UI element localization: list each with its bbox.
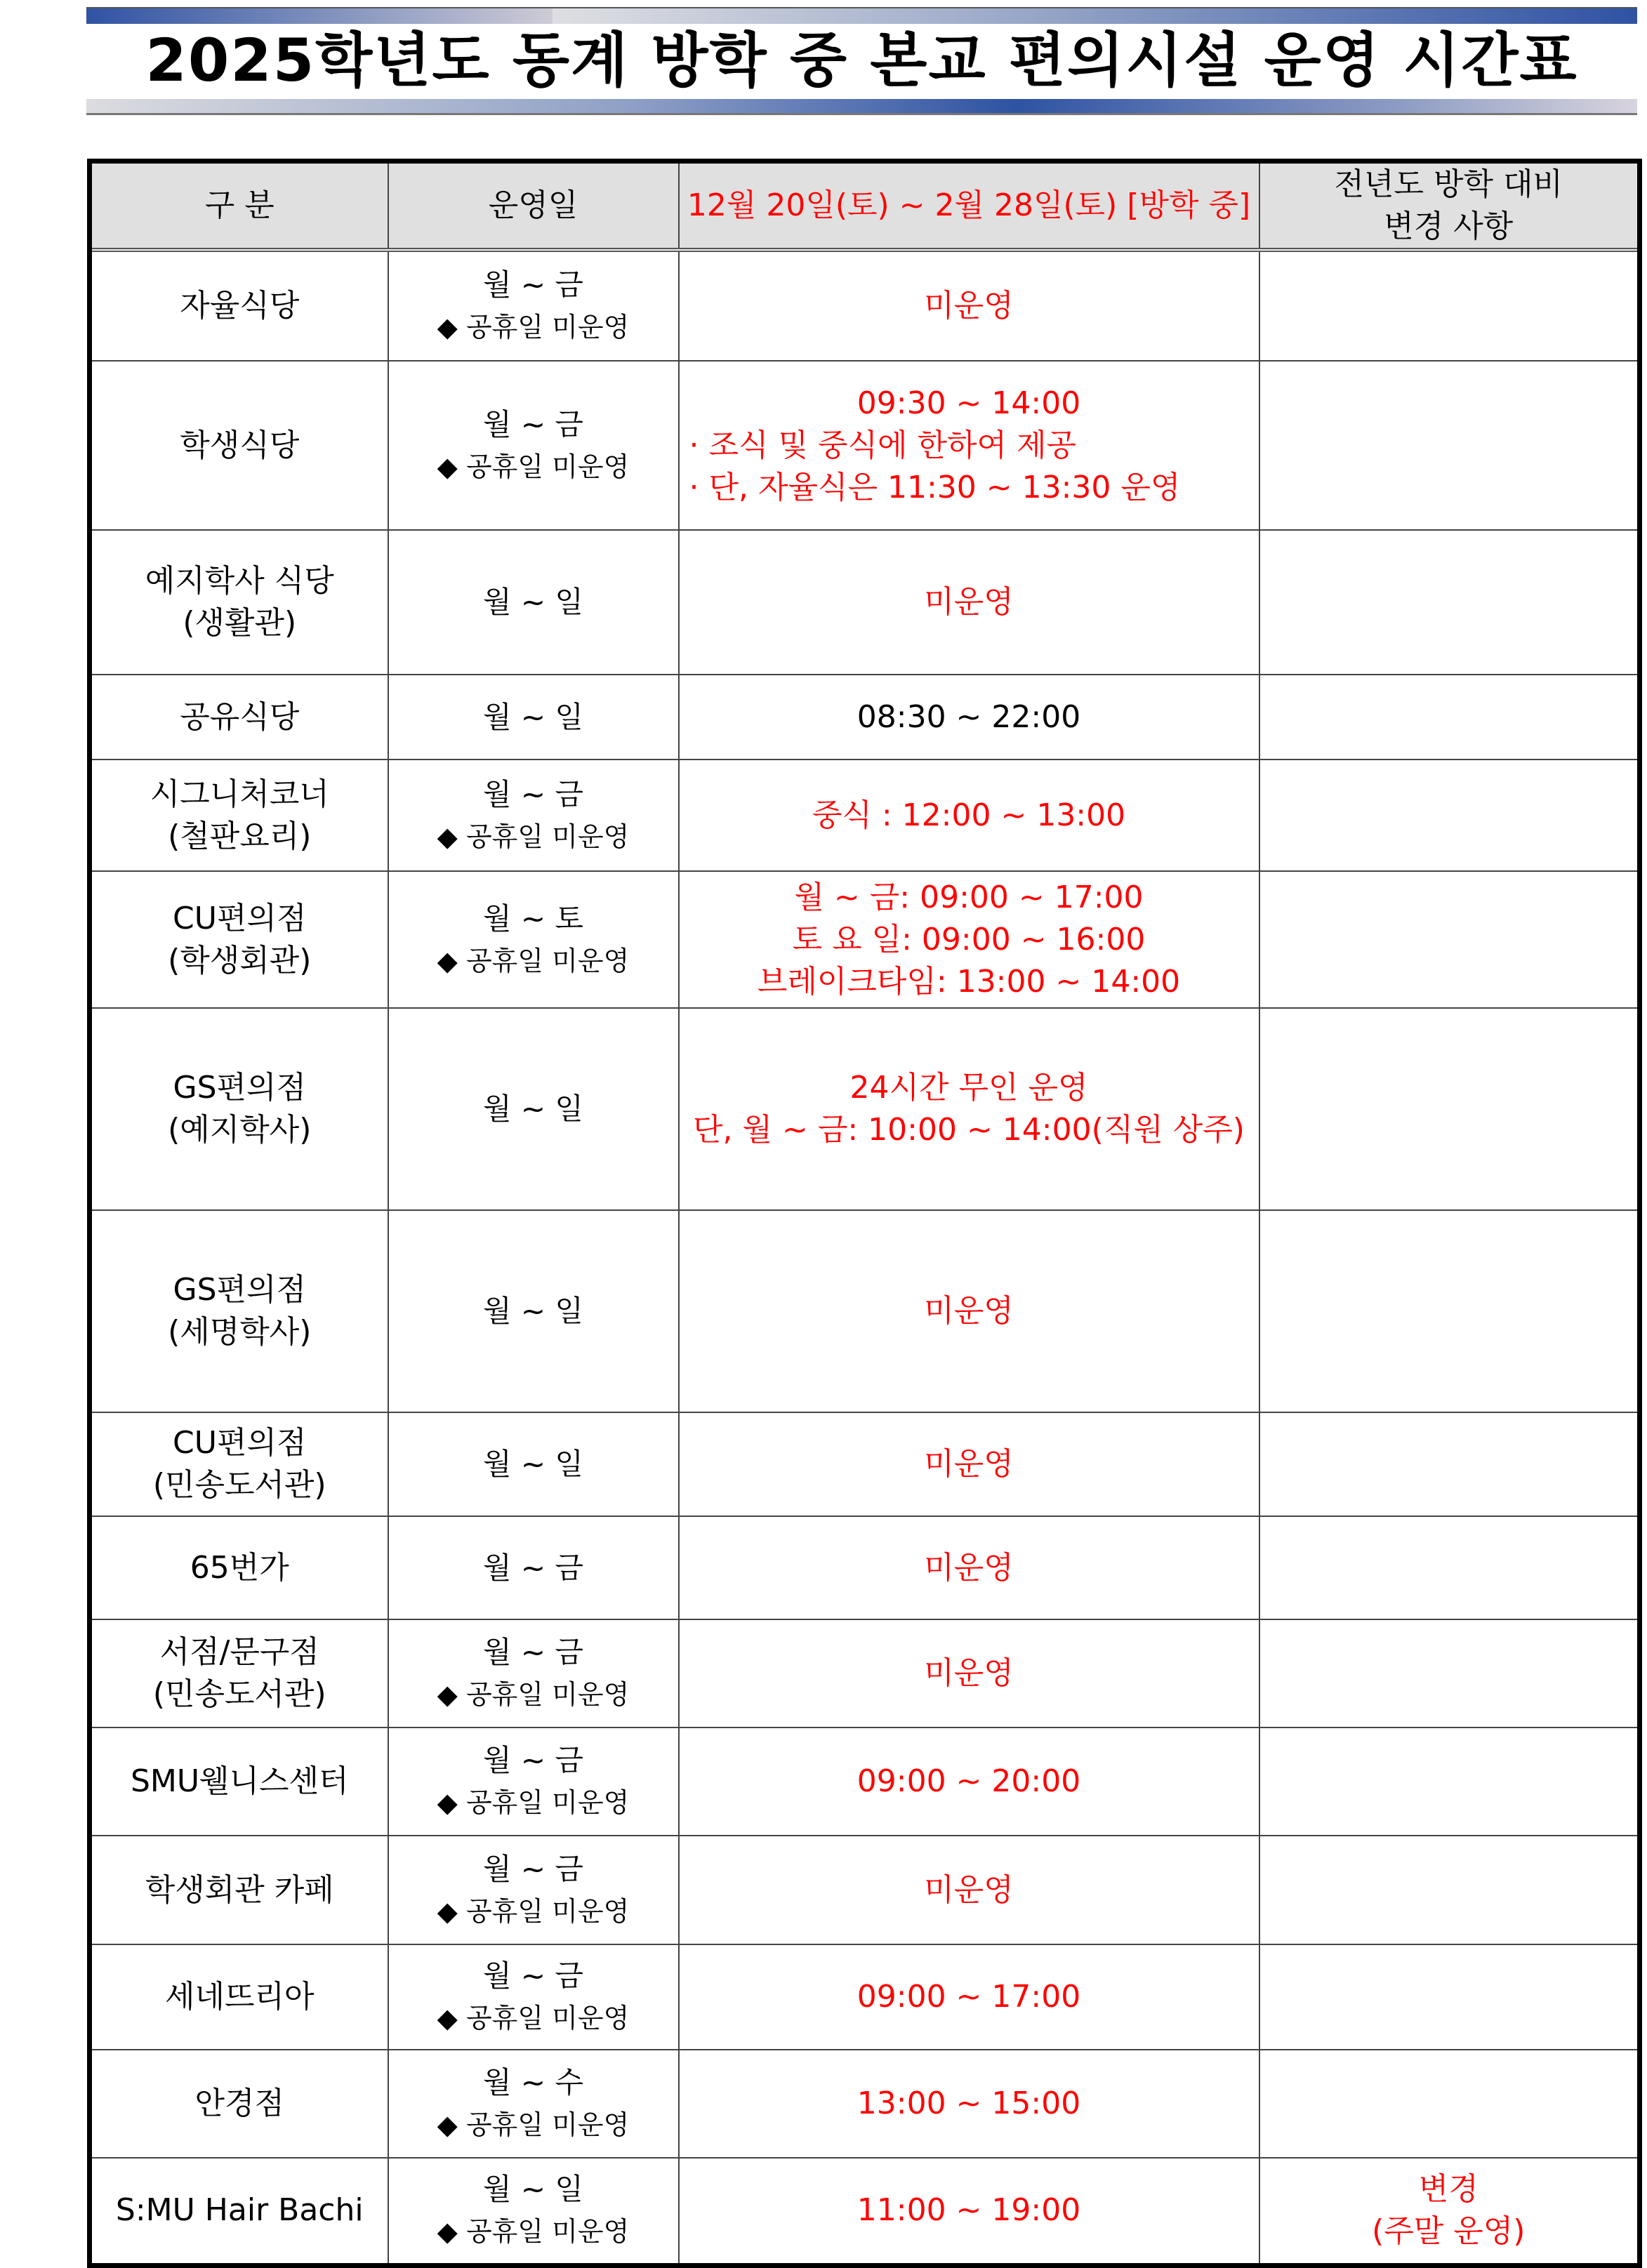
hours-cell (679, 1944, 1259, 2050)
hours-cell (679, 675, 1259, 760)
header-category: 구 분 (90, 161, 388, 251)
facility-name: 65번가 (190, 1549, 289, 1586)
holiday-note: ◆ 공휴일 미운영 (437, 2216, 630, 2248)
operating-days: 월 ~ 금 (482, 1635, 584, 1669)
operating-hours: 08:30 ~ 22:00 (856, 698, 1081, 735)
table-row (90, 1008, 1640, 1210)
holiday-note: ◆ 공휴일 미운영 (437, 945, 630, 976)
table-row (90, 1516, 1640, 1619)
operating-hours: 중식 : 12:00 ~ 13:00 (812, 797, 1126, 833)
operating-days-cell (388, 1727, 679, 1836)
change-cell (1259, 361, 1640, 530)
operating-hours: 09:00 ~ 17:00 (856, 1979, 1081, 2015)
operating-days: 월 ~ 금 (482, 1550, 584, 1585)
facility-name-cell (90, 1836, 388, 1944)
holiday-note: ◆ 공휴일 미운영 (437, 451, 630, 482)
facility-name-cell (90, 1412, 388, 1516)
operating-days: 월 ~ 수 (482, 2065, 584, 2100)
hours-cell (679, 760, 1259, 871)
facility-name: (민송도서관) (152, 1467, 326, 1503)
operating-days-cell (388, 361, 679, 530)
hours-cell (679, 2050, 1259, 2158)
table-row (90, 2158, 1640, 2265)
operating-days: 월 ~ 금 (482, 1851, 584, 1886)
holiday-note: ◆ 공휴일 미운영 (437, 2109, 630, 2140)
facility-name: 학생식당 (180, 427, 300, 463)
facility-name: (철판요리) (168, 818, 312, 854)
hours-cell (679, 361, 1259, 530)
facility-name: 서점/문구점 (159, 1634, 319, 1670)
operating-hours: 단, 월 ~ 금: 10:00 ~ 14:00(직원 상주) (693, 1112, 1245, 1148)
facility-name: S:MU Hair Bachi (115, 2192, 364, 2229)
operating-days-cell (388, 2050, 679, 2158)
holiday-note: ◆ 공휴일 미운영 (437, 1787, 630, 1818)
change-cell (1259, 760, 1640, 871)
facility-name-cell (90, 1727, 388, 1836)
operating-hours: 미운영 (924, 1446, 1014, 1482)
change-cell (1259, 250, 1640, 361)
operating-days-cell (388, 760, 679, 871)
operating-days-cell (388, 1836, 679, 1944)
table-row (90, 1412, 1640, 1516)
operating-hours: 09:00 ~ 20:00 (856, 1763, 1081, 1799)
table-row (90, 1944, 1640, 2050)
header-period: 12월 20일(토) ~ 2월 28일(토) [방학 중] (679, 161, 1259, 251)
facility-name-cell (90, 250, 388, 361)
header-change (1259, 161, 1640, 251)
operating-hours: 브레이크타임: 13:00 ~ 14:00 (757, 963, 1181, 1000)
change-cell (1259, 871, 1640, 1008)
operating-days-cell (388, 2158, 679, 2265)
facility-name-cell (90, 760, 388, 871)
page-title: 2025학년도 동계 방학 중 본교 편의시설 운영 시간표 (145, 26, 1578, 95)
table-row (90, 530, 1640, 675)
operating-days: 월 ~ 금 (482, 406, 584, 442)
header-change-line2: 변경 사항 (1384, 208, 1514, 244)
holiday-note: ◆ 공휴일 미운영 (437, 1679, 630, 1710)
operating-hours: 미운영 (924, 584, 1014, 620)
hours-cell (679, 1727, 1259, 1836)
facility-name-cell (90, 1619, 388, 1727)
facility-name: GS편의점 (173, 1070, 307, 1106)
facility-name: (세명학사) (168, 1314, 312, 1350)
facility-name: CU편의점 (173, 1425, 307, 1461)
facility-name: (생활관) (183, 605, 297, 641)
facility-name: CU편의점 (173, 900, 307, 936)
facility-name: 학생회관 카페 (145, 1871, 334, 1908)
facility-name-cell (90, 1210, 388, 1412)
operating-days: 월 ~ 금 (482, 776, 584, 811)
operating-hours: 13:00 ~ 15:00 (856, 2085, 1081, 2121)
hours-cell (679, 1516, 1259, 1619)
table-row (90, 1727, 1640, 1836)
facility-name: 안경점 (194, 2085, 284, 2121)
change-cell (1259, 530, 1640, 675)
change-cell (1259, 675, 1640, 760)
operating-days-cell (388, 250, 679, 361)
operating-days: 월 ~ 일 (482, 1092, 584, 1126)
facility-name-cell (90, 361, 388, 530)
operating-hours: 미운영 (924, 288, 1014, 324)
operating-days: 월 ~ 일 (482, 2172, 584, 2207)
facility-name-cell (90, 1516, 388, 1619)
change-cell (1259, 2050, 1640, 2158)
table-row (90, 2050, 1640, 2158)
change-cell (1259, 1516, 1640, 1619)
facility-name-cell (90, 530, 388, 675)
operating-days: 월 ~ 금 (482, 267, 584, 302)
facility-name-cell (90, 675, 388, 760)
operating-days-cell (388, 530, 679, 675)
operating-days: 월 ~ 금 (482, 1958, 584, 1993)
change-cell (1259, 1944, 1640, 2050)
table-row (90, 1210, 1640, 1412)
change-cell (1259, 1008, 1640, 1210)
facility-name-cell (90, 1008, 388, 1210)
holiday-note: ◆ 공휴일 미운영 (437, 312, 630, 343)
operating-days-cell (388, 1008, 679, 1210)
operating-days-cell (388, 1516, 679, 1619)
holiday-note: ◆ 공휴일 미운영 (437, 2003, 630, 2034)
header-days: 운영일 (388, 161, 679, 251)
change-cell (1259, 1619, 1640, 1727)
facility-name: SMU웰니스센터 (130, 1763, 349, 1799)
facility-name: (민송도서관) (152, 1676, 326, 1712)
hours-cell (679, 530, 1259, 675)
hours-cell (679, 1619, 1259, 1727)
facility-name-cell (90, 2050, 388, 2158)
operating-hours: 토 요 일: 09:00 ~ 16:00 (792, 921, 1146, 957)
operating-days-cell (388, 1210, 679, 1412)
operating-days-cell (388, 871, 679, 1008)
table-row (90, 361, 1640, 530)
hours-cell (679, 2158, 1259, 2265)
operating-hours: · 단, 자율식은 11:30 ~ 13:30 운영 (689, 469, 1181, 505)
table-row (90, 760, 1640, 871)
table-row (90, 675, 1640, 760)
operating-hours: 월 ~ 금: 09:00 ~ 17:00 (794, 879, 1144, 915)
facility-name: (예지학사) (168, 1112, 312, 1148)
schedule-table (87, 159, 1642, 2268)
facility-name: (학생회관) (168, 942, 312, 979)
operating-hours: 미운영 (924, 1655, 1014, 1691)
hours-cell (679, 1210, 1259, 1412)
change-note: (주말 운영) (1372, 2213, 1526, 2250)
operating-days: 월 ~ 일 (482, 585, 584, 619)
table-row (90, 1836, 1640, 1944)
change-cell (1259, 1412, 1640, 1516)
hours-cell (679, 871, 1259, 1008)
facility-name: 시그니처코너 (150, 776, 329, 812)
holiday-note: ◆ 공휴일 미운영 (437, 1895, 630, 1927)
operating-hours: 미운영 (924, 1549, 1014, 1586)
change-cell (1259, 1727, 1640, 1836)
operating-days: 월 ~ 토 (482, 901, 584, 936)
holiday-note: ◆ 공휴일 미운영 (437, 821, 630, 852)
table-row (90, 871, 1640, 1008)
table-row (90, 1619, 1640, 1727)
operating-hours: 09:30 ~ 14:00 (856, 385, 1081, 421)
operating-days: 월 ~ 일 (482, 1447, 584, 1481)
operating-hours: · 조식 및 중식에 한하여 제공 (689, 427, 1076, 463)
table-row (90, 250, 1640, 361)
operating-hours: 24시간 무인 운영 (849, 1070, 1088, 1106)
change-note: 변경 (1418, 2171, 1479, 2208)
hours-cell (679, 1008, 1259, 1210)
operating-hours: 미운영 (924, 1871, 1014, 1908)
operating-days: 월 ~ 금 (482, 1743, 584, 1777)
facility-name-cell (90, 1944, 388, 2050)
operating-days: 월 ~ 일 (482, 699, 584, 734)
change-cell (1259, 1210, 1640, 1412)
facility-name: 자율식당 (180, 288, 300, 324)
change-cell (1259, 1836, 1640, 1944)
operating-days-cell (388, 675, 679, 760)
facility-name: GS편의점 (173, 1272, 307, 1308)
facility-name: 공유식당 (180, 698, 300, 735)
hours-cell (679, 1412, 1259, 1516)
facility-name: 예지학사 식당 (145, 563, 334, 599)
operating-days-cell (388, 1619, 679, 1727)
facility-name: 세네뜨리아 (164, 1979, 315, 2015)
operating-hours: 미운영 (924, 1293, 1014, 1329)
hours-cell (679, 250, 1259, 361)
title-bottom-bar (86, 99, 1637, 115)
hours-cell (679, 1836, 1259, 1944)
operating-days: 월 ~ 일 (482, 1294, 584, 1328)
header-row (90, 161, 1640, 251)
operating-days-cell (388, 1944, 679, 2050)
operating-days-cell (388, 1412, 679, 1516)
facility-name-cell (90, 2158, 388, 2265)
title-top-bar (86, 7, 1637, 24)
facility-name-cell (90, 871, 388, 1008)
header-change-line1: 전년도 방학 대비 (1334, 166, 1563, 202)
change-cell (1259, 2158, 1640, 2265)
operating-hours: 11:00 ~ 19:00 (856, 2192, 1081, 2229)
